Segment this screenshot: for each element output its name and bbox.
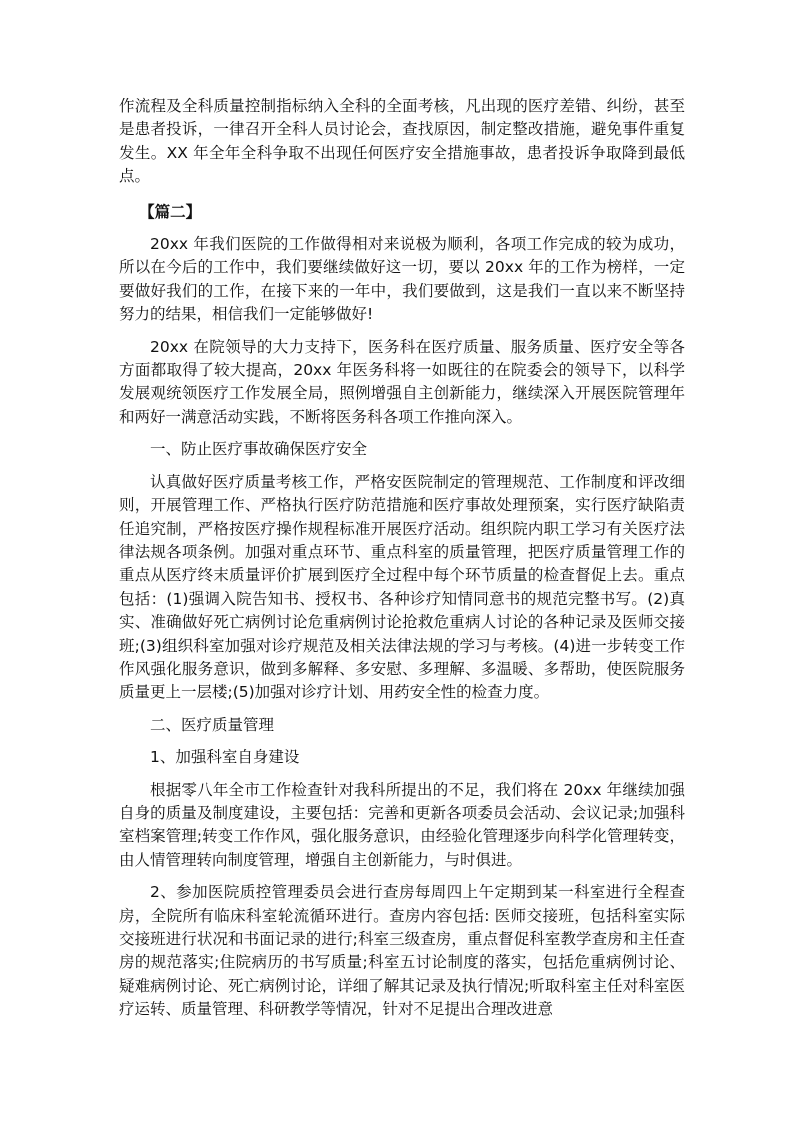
heading-quality-management: 二、医疗质量管理 — [150, 715, 275, 734]
paragraph-continuation: 作流程及全科质量控制指标纳入全科的全面考核，凡出现的医疗差错、纠纷，甚至是患者投诉，一律召开全科人员讨论会，查找原因，制定整改措施，避免事件重复发生。XX 年全年全科争取不出现任何医疗安全措施事故，患者投诉争取降到最低点。 — [119, 97, 685, 186]
paragraph-quality-assessment: 认真做好医疗质量考核工作，严格安医院制定的管理规范、工作制度和评改细则，开展管理工作、严格执行医疗防范措施和医疗事故处理预案，实行医疗缺陷责任追究制，严格按医疗操作规程标准开展医疗活动。组织院内职工学习有关医疗法律法规各项条例。加强对重点环节、重点科室的质量管理，把医疗质量管理工作的重点从医疗终末质量评价扩展到医疗全过程中每个环节质量的检查督促上去。重点包括：(1)强调入院告知书、授权书、各种诊疗知情同意书的规范完整书写。(2)真实、准确做好死亡病例讨论危重病例讨论抢救危重病人讨论的各种记录及医师交接班;(3)组织科室加强对诊疗规范及相关法律法规的学习与考核。(4)进一步转变工作作风强化服务意识，做到多解释、多安慰、多理解、多温暖、多帮助，使医院服务质量更上一层楼;(5)加强对诊疗计划、用药安全性的检查力度。 — [119, 472, 685, 702]
paragraph-self-building: 根据零八年全市工作检查针对我科所提出的不足，我们将在 20xx 年继续加强自身的质量及制度建设，主要包括：完善和更新各项委员会活动、会议记录;加强科室档案管理;转变工作作风，强化服务意识，由经验化管理逐步向科学化管理转变，由人情管理转向制度管理，增强自主创新能力，与时俱进。 — [119, 780, 685, 869]
paragraph-ward-rounds: 2、参加医院质控管理委员会进行查房每周四上午定期到某一科室进行全程查房，全院所有临床科室轮流循环进行。查房内容包括: 医师交接班，包括科室实际交接班进行状况和书面记录的进行;科室三级查房，重点督促科室教学查房和主任查房的规范落实;住院病历的书写质量;科室五讨论制度的落实，包括危重病例讨论、疑难病例讨论、死亡病例讨论，详细了解其记录及执行情况;听取科室主任对科室医疗运转、质量管理、科研教学等情况，针对不足提出合理改进意 — [119, 883, 685, 1019]
paragraph-annual-review: 20xx 年我们医院的工作做得相对来说极为顺利，各项工作完成的较为成功，所以在今后的工作中，我们要继续做好这一切，要以 20xx 年的工作为榜样，一定要做好我们的工作，在接下来的一年中，我们要做到，这是我们一直以来不断坚持努力的结果，相信我们一定能够做好! — [119, 235, 685, 324]
heading-medical-safety: 一、防止医疗事故确保医疗安全 — [150, 440, 368, 459]
section-label-part-two: 【篇二】 — [139, 202, 202, 221]
paragraph-department-plan: 20xx 在院领导的大力支持下，医务科在医疗质量、服务质量、医疗安全等各方面都取得了较大提高，20xx 年医务科将一如既往的在院委会的领导下，以科学发展观统领医疗工作发展全局，照例增强自主创新能力，继续深入开展医院管理年和两好一满意活动实践，不断将医务科各项工作推向深入。 — [119, 337, 685, 426]
document-page — [119, 95, 685, 1022]
heading-department-building: 1、加强科室自身建设 — [150, 748, 300, 767]
